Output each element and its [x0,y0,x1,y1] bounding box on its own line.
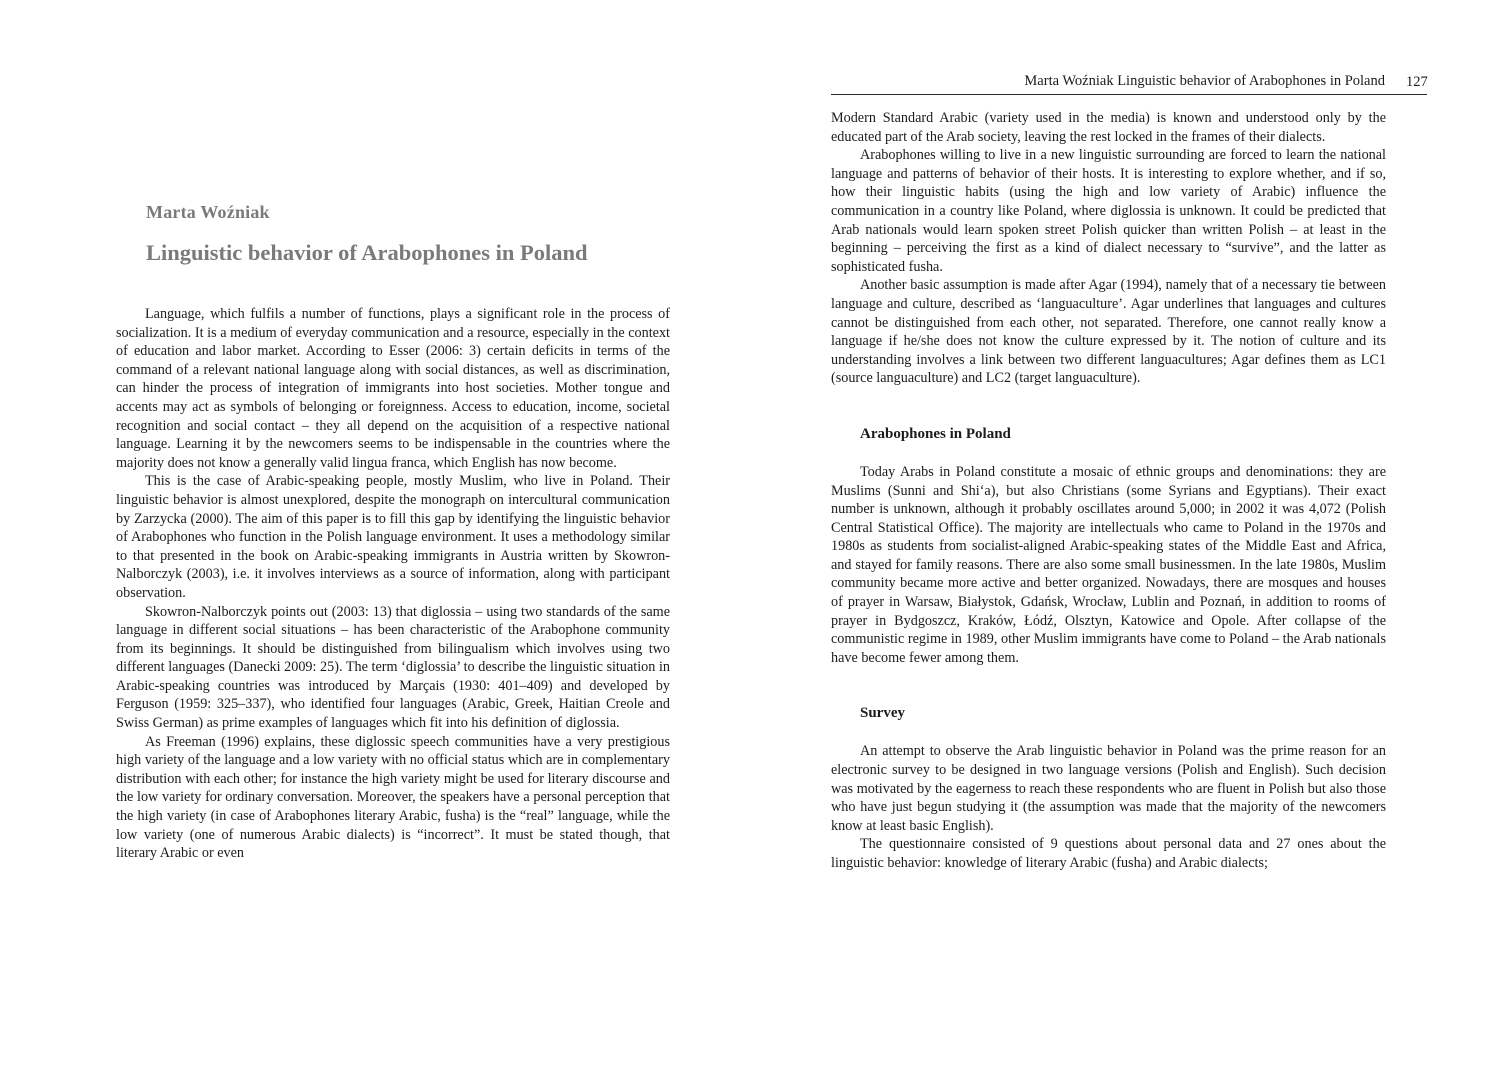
body-paragraph: Modern Standard Arabic (variety used in the media) is known and understood only by the educated part of the Arab society, leaving the rest locked in the frames of their dialects. [831,110,1386,145]
section-heading-arabophones: Arabophones in Poland [860,425,1011,442]
body-paragraph: Language, which fulfils a number of functions, plays a significant role in the process of socialization. It is a medium of everyday communication and a resource, especially in the context of education and labor market. According to Esser (2006: 3) certain deficits in terms of the command of a relevant national language along with social distances, as well as discrimination, can hinder the process of integration of immigrants into host societies. Mother tongue and accents may act as symbols of belonging or foreignness. Access to education, income, societal recognition and social contact – they all depend on the acquisition of a respective national language. Learning it by the newcomers seems to be indispensable in the countries where the majority does not know a generally valid lingua franca, which English has now become. [116,306,670,471]
body-paragraph: Arabophones willing to live in a new linguistic surrounding are forced to learn the national language and patterns of behavior of their hosts. It is interesting to explore whether, and if so, how their linguistic habits (using the high and low variety of Arabic) influence the communication in a country like Poland, where diglossia is unknown. It could be predicted that Arab nationals would learn spoken street Polish quicker than written Polish – at least in the beginning – perceiving the first as a kind of dialect necessary to “survive”, and the latter as sophisticated fusha. [831,147,1386,275]
author-name: Marta Woźniak [146,202,270,222]
left-body-text [116,305,670,863]
page-number: 127 [1406,74,1428,90]
body-paragraph: As Freeman (1996) explains, these diglossic speech communities have a very prestigious high variety of the language and a low variety with no official status which are in complementary distribution with each other; for instance the high variety might be used for literary discourse and the low variety for ordinary conversation. Moreover, the speakers have a personal perception that the high variety (in case of Arabophones literary Arabic, fusha) is the “real” language, while the low variety (one of numerous Arabic dialects) is “incorrect”. It must be stated though, that literary Arabic or even [116,733,670,862]
body-paragraph: The questionnaire consisted of 9 questions about personal data and 27 ones about the linguistic behavior: knowledge of literary Arabic (fusha) and Arabic dialects; [831,836,1386,871]
right-body-text [831,109,1386,873]
header-rule [831,94,1427,95]
body-paragraph: Skowron-Nalborczyk points out (2003: 13) that diglossia – using two standards of the same language in different social situations – has been characteristic of the Arabophone community from its beginnings. It should be distinguished from bilingualism which involves using two different languages (Danecki 2009: 25). The term ‘diglossia’ to describe the linguistic situation in Arabic-speaking countries was introduced by Marçais (1930: 401–409) and developed by Ferguson (1959: 325–337), who identified four languages (Arabic, Greek, Haitian Creole and Swiss German) as prime examples of languages which fit into his definition of diglossia. [116,603,670,732]
body-paragraph: An attempt to observe the Arab linguistic behavior in Poland was the prime reason for an electronic survey to be designed in two language versions (Polish and English). Such decision was motivated by the eagerness to reach these respondents who are fluent in Polish but also those who have just begun studying it (the assumption was made that the majority of the newcomers know at least basic English). [831,743,1386,834]
body-paragraph: Another basic assumption is made after Agar (1994), namely that of a necessary tie between language and culture, described as ‘languaculture’. Agar underlines that languages and cultures cannot be distinguished from each other, not separated. Therefore, one cannot really know a language if he/she does not know the culture expressed by it. The notion of culture and its understanding involves a link between two different languacultures; Agar defines them as LC1 (source languaculture) and LC2 (target languaculture). [831,277,1386,387]
running-head: Marta Woźniak Linguistic behavior of Arabophones in Poland [1024,73,1385,89]
body-paragraph: This is the case of Arabic-speaking people, mostly Muslim, who live in Poland. Their linguistic behavior is almost unexplored, despite the monograph on intercultural communication by Zarzycka (2000). The aim of this paper is to fill this gap by identifying the linguistic behavior of Arabophones who function in the Polish language environment. It uses a methodology similar to that presented in the book on Arabic-speaking immigrants in Austria written by Skowron-Nalborczyk (2003), i.e. it involves interviews as a source of information, along with participant observation. [116,473,670,601]
article-title: Linguistic behavior of Arabophones in Poland [146,240,588,265]
section-heading-survey: Survey [860,705,905,722]
right-page [750,0,1500,1066]
body-paragraph: Today Arabs in Poland constitute a mosaic of ethnic groups and denominations: they are Muslims (Sunni and Shi‘a), but also Christians (some Syrians and Egyptians). Their exact number is unknown, although it probably oscillates around 5,000; in 2002 it was 4,072 (Polish Central Statistical Office). The majority are intellectuals who came to Poland in the 1970s and 1980s as students from socialist-aligned Arabic-speaking states of the Middle East and Africa, and stayed for family reasons. There are also some small businessmen. In the late 1980s, Muslim community became more active and better organized. Nowadays, there are mosques and houses of prayer in Warsaw, Białystok, Gdańsk, Wrocław, Lublin and Poznań, in addition to rooms of prayer in Bydgoszcz, Kraków, Łódź, Olsztyn, Katowice and Opole. After collapse of the communistic regime in 1989, other Muslim immigrants have come to Poland – the Arab nationals have become fewer among them. [831,463,1386,666]
